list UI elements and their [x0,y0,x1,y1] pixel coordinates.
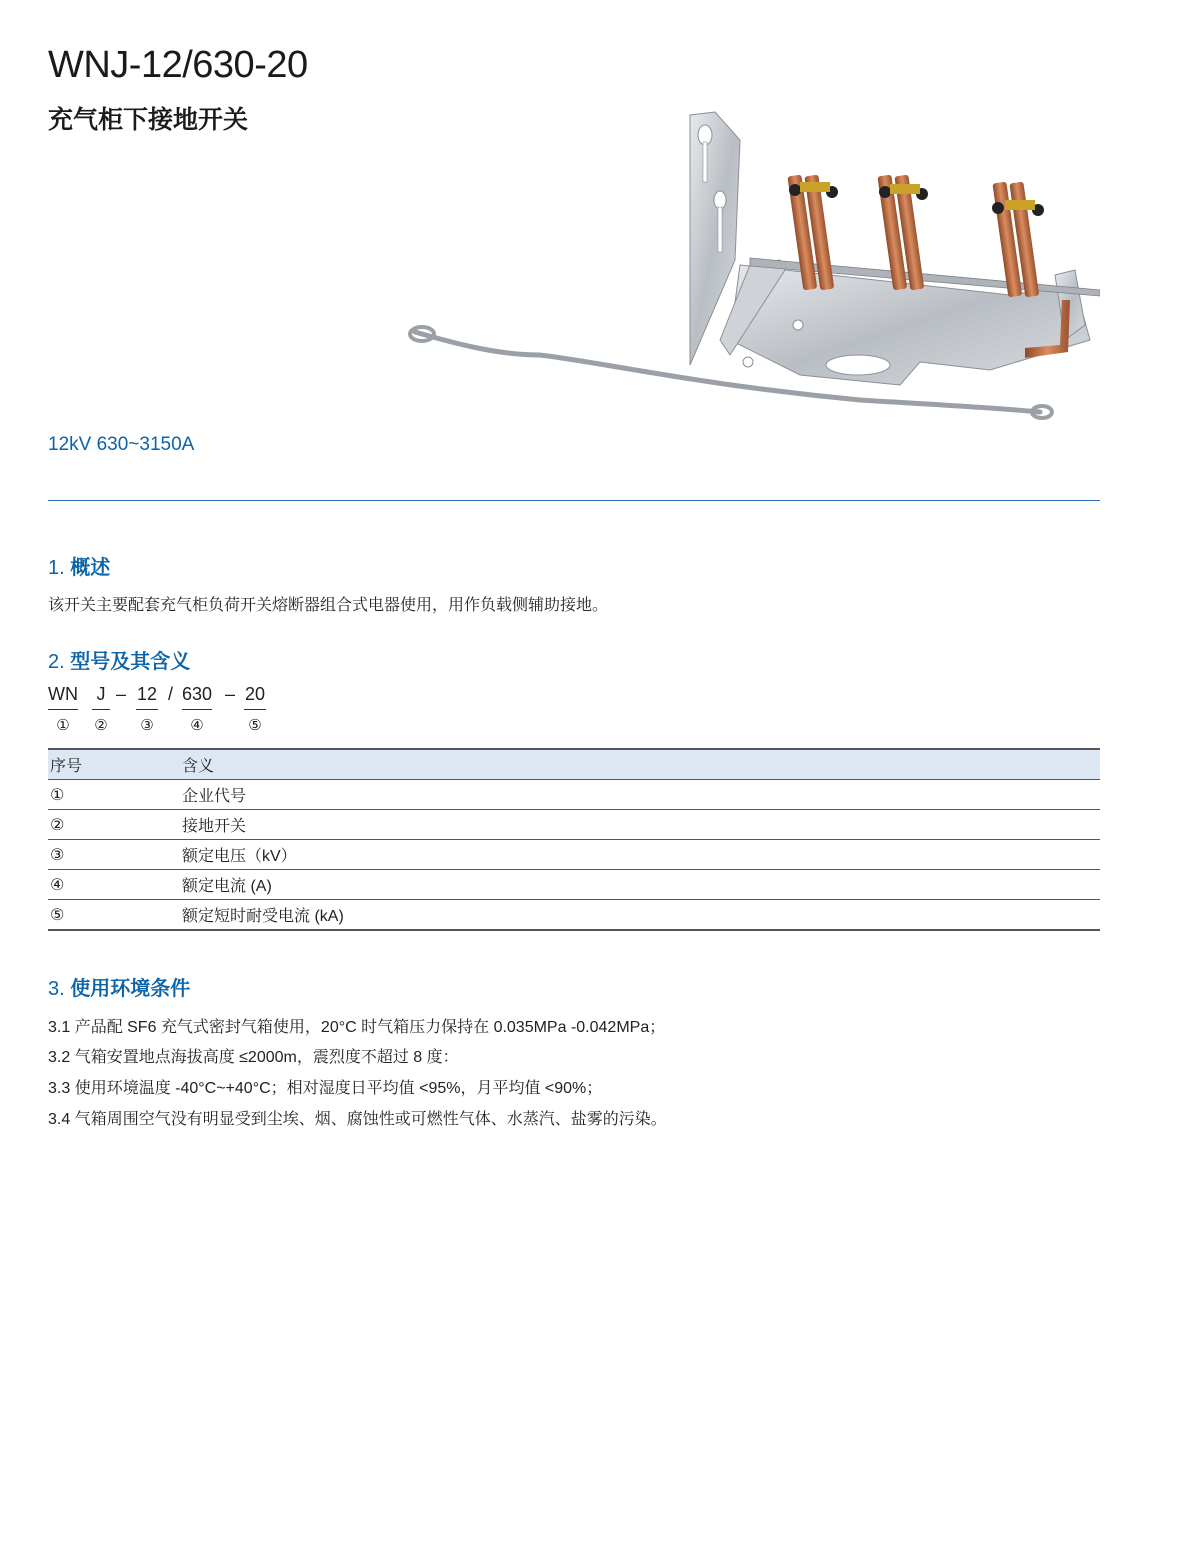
table-cell: 额定电流 (A) [180,870,1100,900]
table-row [48,810,1100,840]
table-cell: ② [48,810,180,840]
table-cell: ③ [48,840,180,870]
table-row [48,840,1100,870]
code-part [92,684,110,734]
table-row [48,780,1100,810]
code-separator: – [225,684,236,704]
code-index: ② [94,717,108,734]
code-value: WN [48,684,78,710]
code-part [48,684,78,734]
table-header-cell: 序号 [48,749,180,780]
code-part [182,684,212,734]
table-cell: 企业代号 [180,780,1100,810]
section-heading-environment [48,972,190,1001]
table-header-cell: 含义 [180,749,1100,780]
table-cell: ① [48,780,180,810]
code-part [244,684,266,734]
table-cell: 接地开关 [180,810,1100,840]
code-part [136,684,158,734]
section-title: 使用环境条件 [70,978,191,1000]
section-number: 3. [48,978,65,1000]
code-value: 630 [182,684,212,710]
table-cell: ④ [48,870,180,900]
section-number: 2. [48,651,65,673]
divider [48,500,1100,501]
environment-item: 3.1 产品配 SF6 充气式密封气箱使用，20°C 时气箱压力保持在 0.035MPa -0.042MPa； [48,1019,666,1036]
page-subtitle: 充气柜下接地开关 [48,106,249,134]
page-title: WNJ-12/630-20 [48,44,308,86]
product-image [400,100,1100,435]
model-meaning-table [48,748,1100,931]
table-cell: ⑤ [48,900,180,931]
section-number: 1. [48,557,65,579]
code-index: ③ [140,717,154,734]
code-value: 12 [136,684,158,710]
rating-spec: 12kV 630~3150A [48,434,195,455]
code-separator: – [116,684,127,704]
environment-item: 3.4 气箱周围空气没有明显受到尘埃、烟、腐蚀性或可燃性气体、水蒸汽、盐雾的污染。 [48,1111,667,1128]
code-index: ① [56,717,70,734]
table-header-row [48,749,1100,780]
table-row [48,900,1100,931]
table-cell: 额定短时耐受电流 (kA) [180,900,1100,931]
section-title: 概述 [70,557,111,579]
code-value: 20 [244,684,266,710]
table-cell: 额定电压（kV） [180,840,1100,870]
section-heading-overview [48,551,110,580]
environment-item: 3.3 使用环境温度 -40°C~+40°C；相对湿度日平均值 <95%，月平均值 <90%； [48,1080,603,1097]
overview-text: 该开关主要配套充气柜负荷开关熔断器组合式电器使用，用作负载侧辅助接地。 [48,597,609,614]
environment-item: 3.2 气箱安置地点海拔高度 ≤2000m，震烈度不超过 8 度： [48,1049,459,1066]
code-index: ④ [190,717,204,734]
code-separator: / [168,684,174,704]
model-code [48,684,348,734]
section-heading-model [48,645,190,674]
table-row [48,870,1100,900]
section-title: 型号及其含义 [70,651,191,673]
code-value: J [92,684,110,710]
code-index: ⑤ [248,717,262,734]
